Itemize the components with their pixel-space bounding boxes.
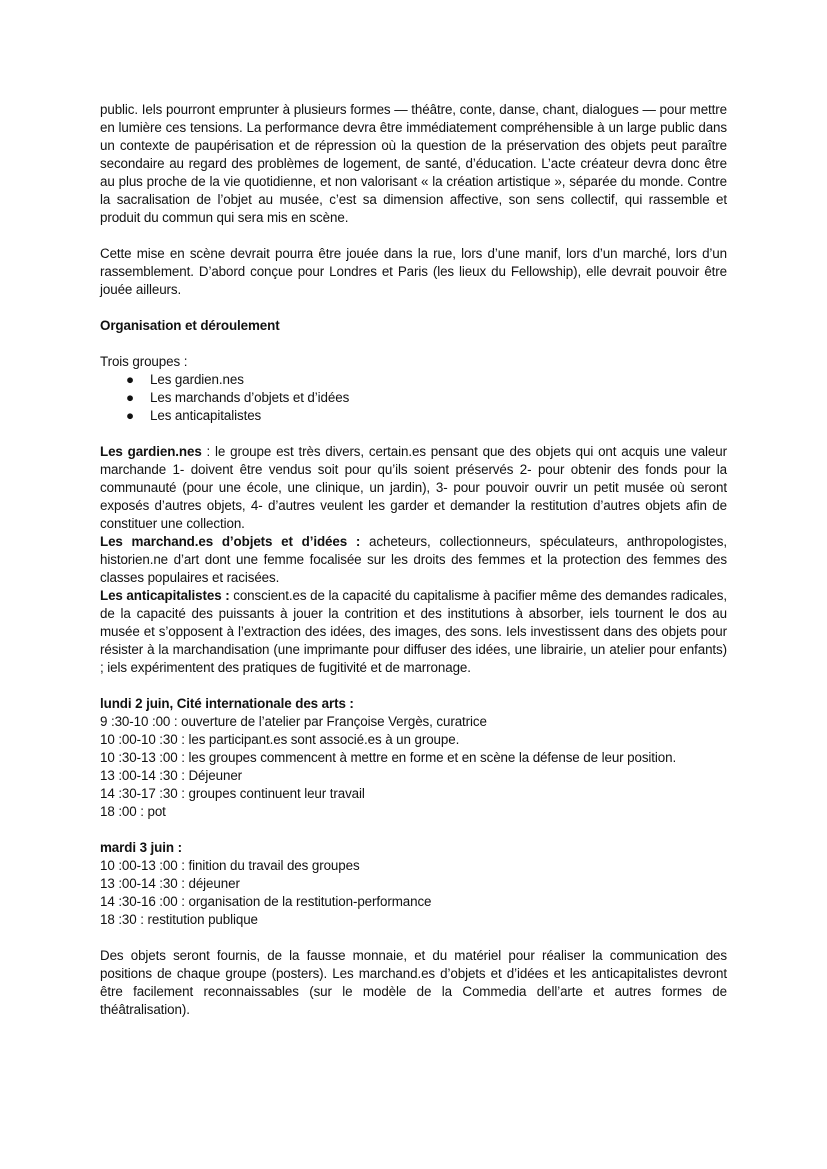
schedule-item: 18 :30 : restitution publique	[100, 912, 258, 927]
spacer	[100, 929, 727, 947]
term-separator	[360, 534, 369, 549]
schedule-item: 18 :00 : pot	[100, 804, 166, 819]
group-description-marchands	[100, 533, 727, 587]
schedule-item: 13 :00-14 :30 : déjeuner	[100, 876, 240, 891]
group-term: Les anticapitalistes :	[100, 588, 230, 603]
spacer	[100, 821, 727, 839]
group-description-text: acheteurs, collectionneurs, spéculateurs, anthropologistes, historien.ne d’art dont une femme focalisée sur les droits des femmes et la protection des femmes des classes populaires et racisées.	[100, 534, 727, 585]
group-description-text: conscient.es de la capacité du capitalisme à pacifier même des demandes radicales, de la capacité des puissants à jouer la contrition et des institutions à absorber, iels tournent le dos au musée et s’opposent à l’extraction des idées, des images, des sons. Iels investissent dans des objets pour résister à la marchandisation (une imprimante pour diffuser des idées, une librairie, un atelier pour enfants) ; iels expérimentent des pratiques de fugitivité et de marronage.	[100, 588, 727, 675]
day-heading: mardi 3 juin :	[100, 840, 182, 855]
list-item-label: Les marchands d’objets et d’idées	[150, 390, 350, 405]
group-term: Les marchand.es d’objets et d’idées :	[100, 534, 361, 549]
group-description-text: le groupe est très divers, certain.es pensant que des objets qui ont acquis une valeur marchande 1- doivent être vendus soit pour qu’ils soient préservés 2- pour obtenir des fonds pour la communauté (pour une école, une clinique, un jardin), 3- pour pouvoir ouvrir un petit musée où seront exposés d’autres objets, 4- d’autres veulent les garder et demander la restitution d’autres objets afin de constituer une collection.	[100, 444, 727, 531]
groups-list	[100, 371, 727, 425]
bullet-icon: ●	[126, 372, 134, 387]
schedule-item: 14 :30-17 :30 : groupes continuent leur travail	[100, 786, 365, 801]
list-item	[100, 407, 727, 425]
schedule-item: 10 :00-10 :30 : les participant.es sont associé.es à un groupe.	[100, 732, 460, 747]
group-description-gardiens	[100, 443, 727, 533]
document-page	[100, 101, 727, 1019]
list-item-label: Les anticapitalistes	[150, 408, 262, 423]
schedule-day-2	[100, 839, 727, 929]
bullet-icon: ●	[126, 390, 134, 405]
spacer	[100, 227, 727, 245]
term-separator: :	[201, 444, 216, 459]
list-item-label: Les gardien.nes	[150, 372, 244, 387]
closing-paragraph: Des objets seront fournis, de la fausse monnaie, et du matériel pour réaliser la communication des positions de chaque groupe (posters). Les marchand.es d’objets et d’idées et les anticapitalistes devront être facilement reconnaissables (sur le modèle de la Commedia dell’arte et autres formes de théâtralisation).	[100, 948, 727, 1017]
day-heading: lundi 2 juin, Cité internationale des arts :	[100, 696, 354, 711]
bullet-icon: ●	[126, 408, 134, 423]
section-heading: Organisation et déroulement	[100, 318, 280, 333]
schedule-item: 10 :30-13 :00 : les groupes commencent à mettre en forme et en scène la défense de leur position.	[100, 750, 677, 765]
group-description-anticapitalistes	[100, 587, 727, 677]
schedule-item: 13 :00-14 :30 : Déjeuner	[100, 768, 243, 783]
schedule-item: 14 :30-16 :00 : organisation de la restitution-performance	[100, 894, 432, 909]
spacer	[100, 425, 727, 443]
staging-paragraph: Cette mise en scène devrait pourra être jouée dans la rue, lors d’une manif, lors d’un marché, lors d’un rassemblement. D’abord conçue pour Londres et Paris (les lieux du Fellowship), elle devrait pouvoir être jouée ailleurs.	[100, 246, 727, 297]
group-term: Les gardien.nes	[100, 444, 202, 459]
spacer	[100, 677, 727, 695]
spacer	[100, 299, 727, 317]
list-item	[100, 389, 727, 407]
groups-intro: Trois groupes :	[100, 354, 188, 369]
spacer	[100, 335, 727, 353]
schedule-item: 9 :30-10 :00 : ouverture de l’atelier par Françoise Vergès, curatrice	[100, 714, 487, 729]
intro-paragraph: public. Iels pourront emprunter à plusieurs formes — théâtre, conte, danse, chant, dialogues — pour mettre en lumière ces tensions. La performance devra être immédiatement compréhensible à un large public dans un contexte de paupérisation et de répression où la question de la préservation des objets peut paraître secondaire au regard des problèmes de logement, de santé, d’éducation. L’acte créateur devra donc être au plus proche de la vie quotidienne, et non valorisant « la création artistique », séparée du monde. Contre la sacralisation de l’objet au musée, c’est sa dimension affective, son sens collectif, qui rassemble et produit du commun qui sera mis en scène.	[100, 102, 727, 225]
list-item	[100, 371, 727, 389]
schedule-day-1	[100, 695, 727, 821]
schedule-item: 10 :00-13 :00 : finition du travail des groupes	[100, 858, 360, 873]
